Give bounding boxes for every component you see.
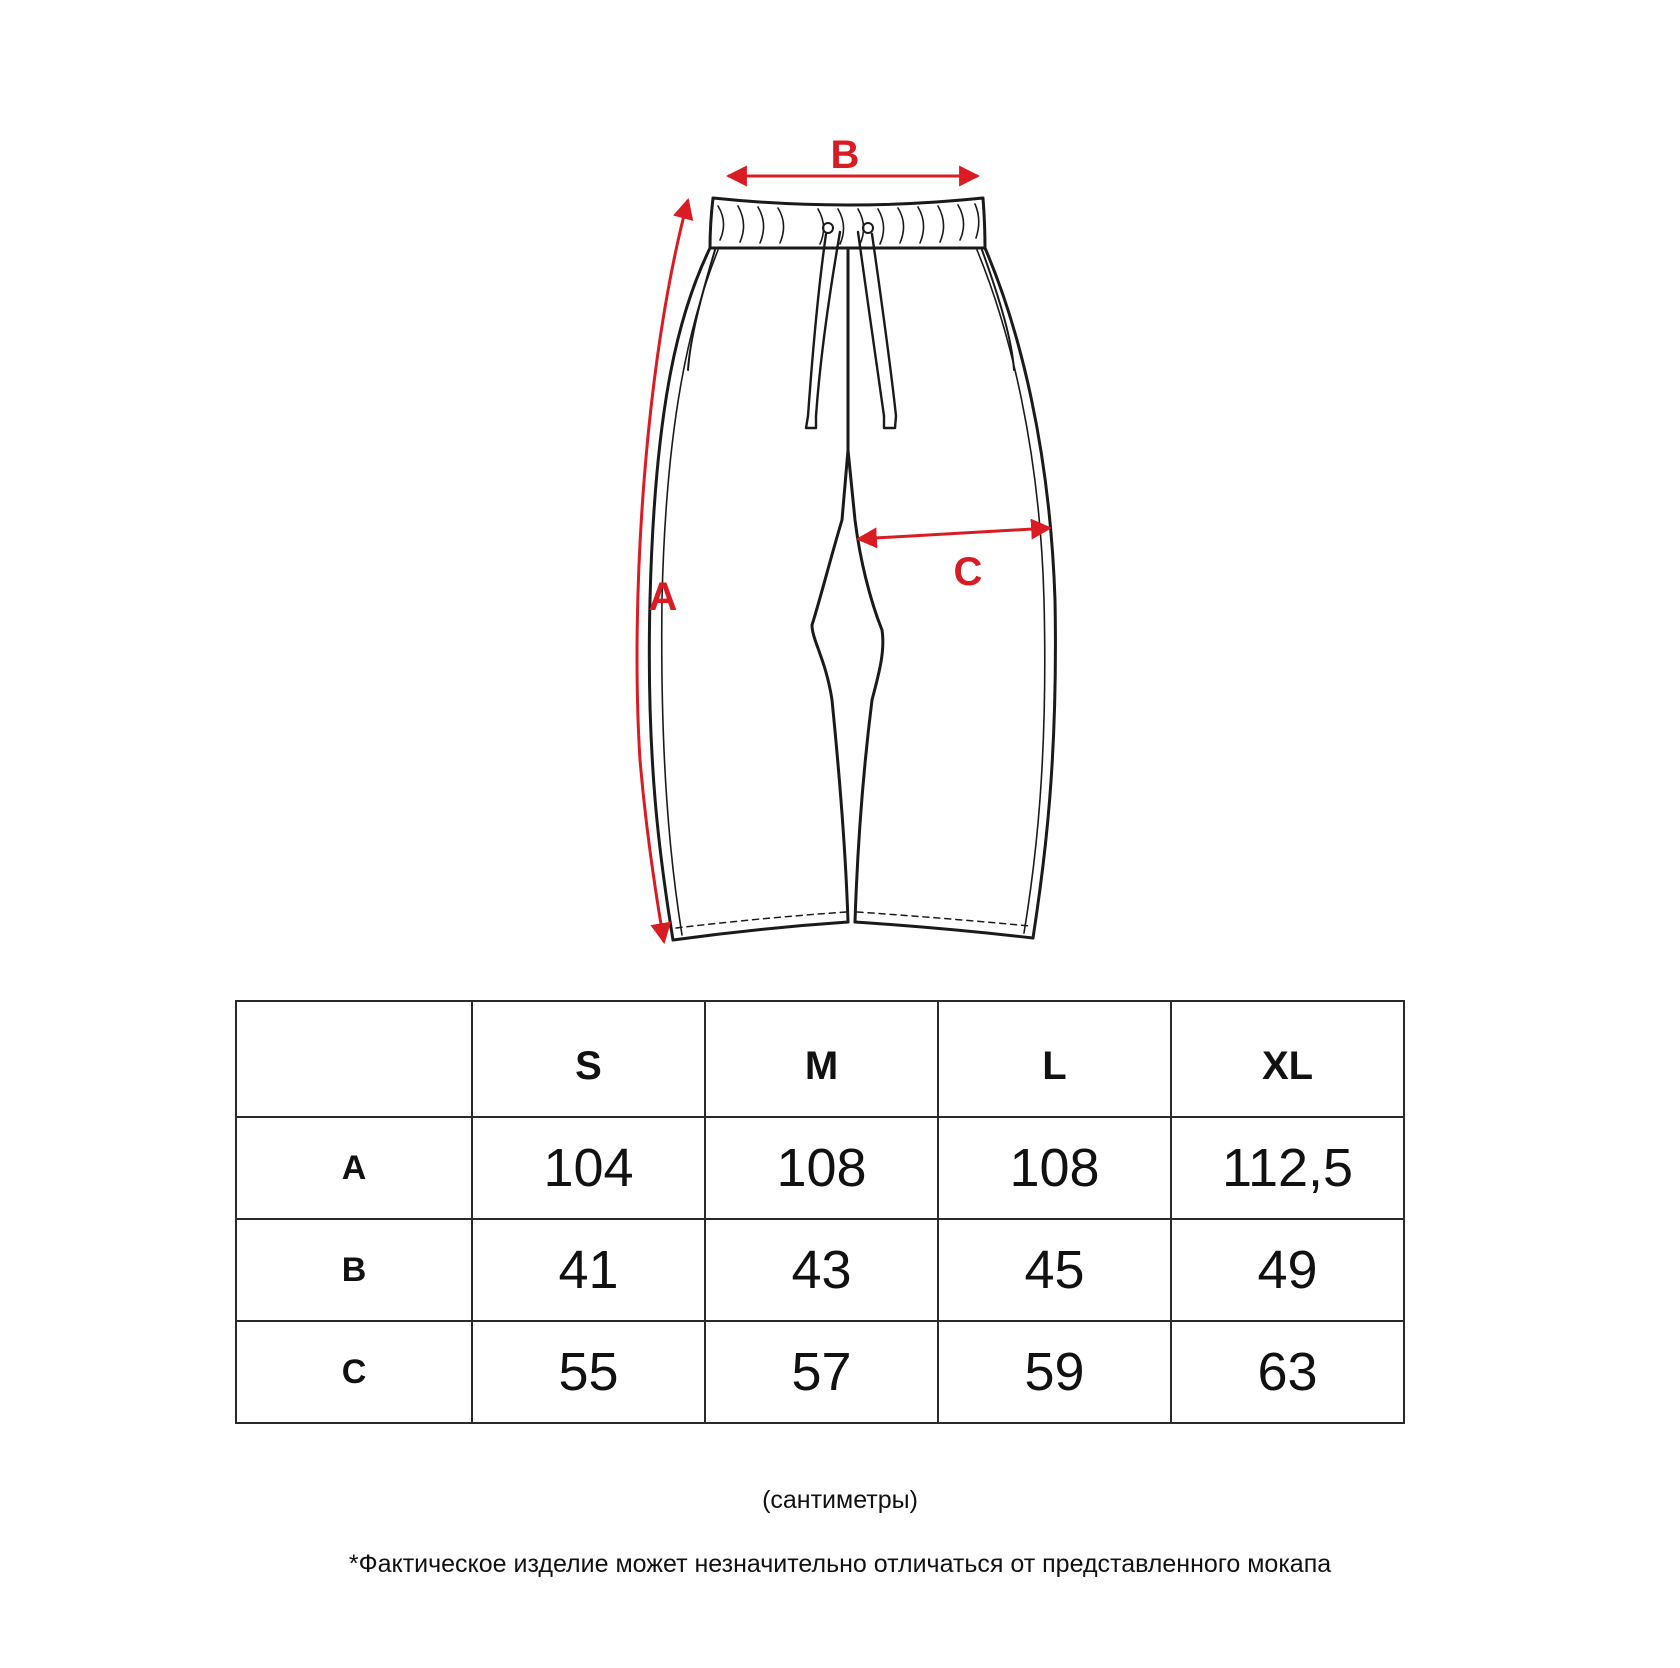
table-row <box>236 1219 1404 1321</box>
right-outer-seam <box>985 248 1055 938</box>
disclaimer-note: *Фактическое изделие может незначительно отличаться от представленного мокапа <box>348 1550 1332 1578</box>
table-cell: 49 <box>1171 1219 1404 1321</box>
right-hem <box>855 922 1033 938</box>
arrow-c <box>858 528 1050 539</box>
table-cell: 43 <box>705 1219 938 1321</box>
units-caption: (сантиметры) <box>762 1486 918 1514</box>
row-label-c: C <box>236 1321 472 1423</box>
left-hem-stitch <box>676 912 846 928</box>
table-cell: 45 <box>938 1219 1171 1321</box>
pants-illustration <box>649 198 1055 940</box>
table-corner-cell <box>236 1001 472 1117</box>
dimension-label-a: A <box>648 575 678 619</box>
size-table <box>235 1000 1405 1424</box>
table-cell: 108 <box>938 1117 1171 1219</box>
table-cell: 41 <box>472 1219 705 1321</box>
left-inseam <box>812 450 848 922</box>
table-header-row <box>236 1001 1404 1117</box>
size-header-l: L <box>938 1001 1171 1117</box>
right-inseam <box>848 450 883 922</box>
table-cell: 55 <box>472 1321 705 1423</box>
row-label-b: B <box>236 1219 472 1321</box>
drawstring-tip-right <box>884 416 896 428</box>
size-header-s: S <box>472 1001 705 1117</box>
drawstring-left <box>808 232 840 416</box>
table-row <box>236 1117 1404 1219</box>
row-label-a: A <box>236 1117 472 1219</box>
table-cell: 63 <box>1171 1321 1404 1423</box>
drawstring-right <box>858 232 896 416</box>
size-header-m: M <box>705 1001 938 1117</box>
table-cell: 59 <box>938 1321 1171 1423</box>
table-row <box>236 1321 1404 1423</box>
waistband-gathers <box>718 204 979 244</box>
table-cell: 108 <box>705 1117 938 1219</box>
dimension-label-c: C <box>953 550 983 594</box>
dimension-label-b: B <box>830 133 860 177</box>
drawstring-eyelet-right <box>863 223 873 233</box>
table-cell: 112,5 <box>1171 1117 1404 1219</box>
drawstring-eyelet-left <box>823 223 833 233</box>
size-header-xl: XL <box>1171 1001 1404 1117</box>
table-cell: 104 <box>472 1117 705 1219</box>
table-cell: 57 <box>705 1321 938 1423</box>
drawstring-tip-left <box>806 416 816 428</box>
